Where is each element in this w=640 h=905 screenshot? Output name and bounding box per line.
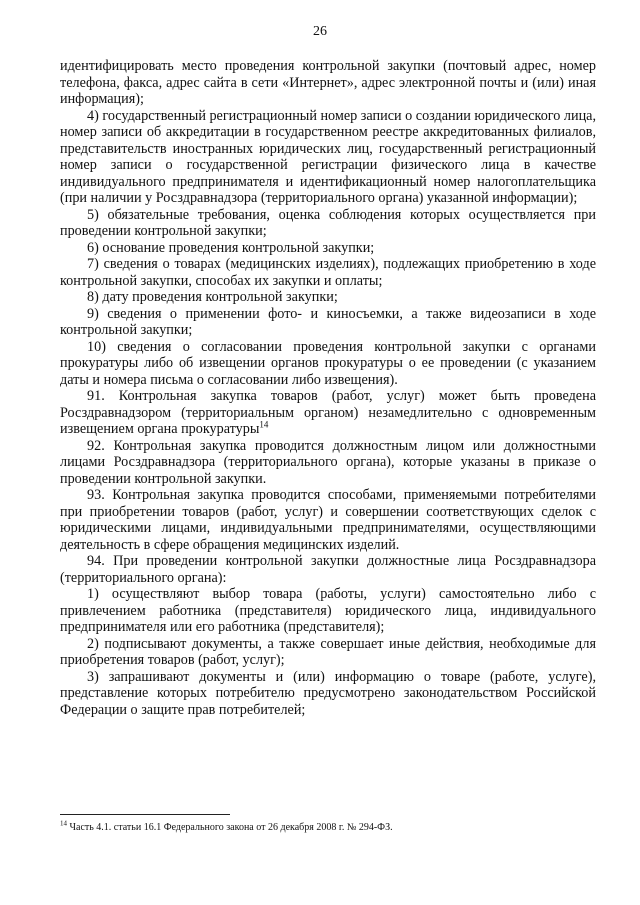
paragraph: 92. Контрольная закупка проводится должностным лицом или должностными лицами Росздравнадзора (территориального органа), которые указаны в приказе о проведении контрольной закупки. [60,437,596,487]
paragraph: 9) сведения о применении фото- и киносъемки, а также видеозаписи в ходе контрольной закупки; [60,305,596,338]
paragraph: 2) подписывают документы, а также совершает иные действия, необходимые для приобретения товаров (работ, услуг); [60,635,596,668]
footnote-marker: 14 [60,819,67,828]
footnote [60,819,600,834]
paragraph: 91. Контрольная закупка товаров (работ, услуг) может быть проведена Росздравнадзором (территориальным органом) незамедлительно с одновременным извещением органа прокуратуры$^{14}$ [60,388,596,437]
paragraph: 1) осуществляют выбор товара (работы, услуги) самостоятельно либо с привлечением работника (представителя) юридического лица, индивидуального предпринимателя или его работника (представителя); [60,586,596,635]
paragraph: 3) запрашивают документы и (или) информацию о товаре (работе, услуге), представление которых потребителю предусмотрено законодательством Российской Федерации о защите прав потребителей; [60,668,596,718]
paragraph: 94. При проведении контрольной закупки должностные лица Росздравнадзора (территориального органа): [60,553,596,586]
footnote-divider [60,814,230,815]
paragraph: 6) основание проведения контрольной закупки; [87,239,375,256]
paragraph: 8) дату проведения контрольной закупки; [87,289,338,305]
paragraph: 7) сведения о товарах (медицинских изделиях), подлежащих приобретению в ходе контрольной закупки, способах их закупки и оплаты; [60,256,596,289]
footnote-text: Часть 4.1. статьи 16.1 Федерального закона от 26 декабря 2008 г. № 294-ФЗ. [67,822,393,833]
document-body [60,58,596,718]
footnote-reference[interactable]: 14 [259,419,269,430]
paragraph: 10) сведения о согласовании проведения контрольной закупки с органами прокуратуры либо об извещении органов прокуратуры о ее проведении (с указанием даты и номера письма о согласовании либо извещения). [60,338,596,388]
paragraph: 5) обязательные требования, оценка соблюдения которых осуществляется при проведении контрольной закупки; [60,206,596,239]
paragraph: идентифицировать место проведения контрольной закупки (почтовый адрес, номер телефона, факса, адрес сайта в сети «Интернет», адрес электронной почты и (или) иная информация); [60,58,596,107]
page-number: 26 [313,24,327,39]
paragraph: 93. Контрольная закупка проводится способами, применяемыми потребителями при приобретении товаров (работ, услуг) и совершении соответствующих сделок с юридическими лицами, индивидуальными предпринимателями, осуществляющими деятельность в сфере обращения медицинских изделий. [60,487,596,553]
paragraph: 4) государственный регистрационный номер записи о создании юридического лица, номер записи об аккредитации в государственном реестре аккредитованных филиалов, представительств иностранных юридических лиц, государственный регистрационный номер записи о государственной регистрации физического лица в качестве индивидуального предпринимателя и идентификационный номер налогоплательщика (при наличии у Росздравнадзора (территориального органа) указанной информации); [60,107,597,206]
